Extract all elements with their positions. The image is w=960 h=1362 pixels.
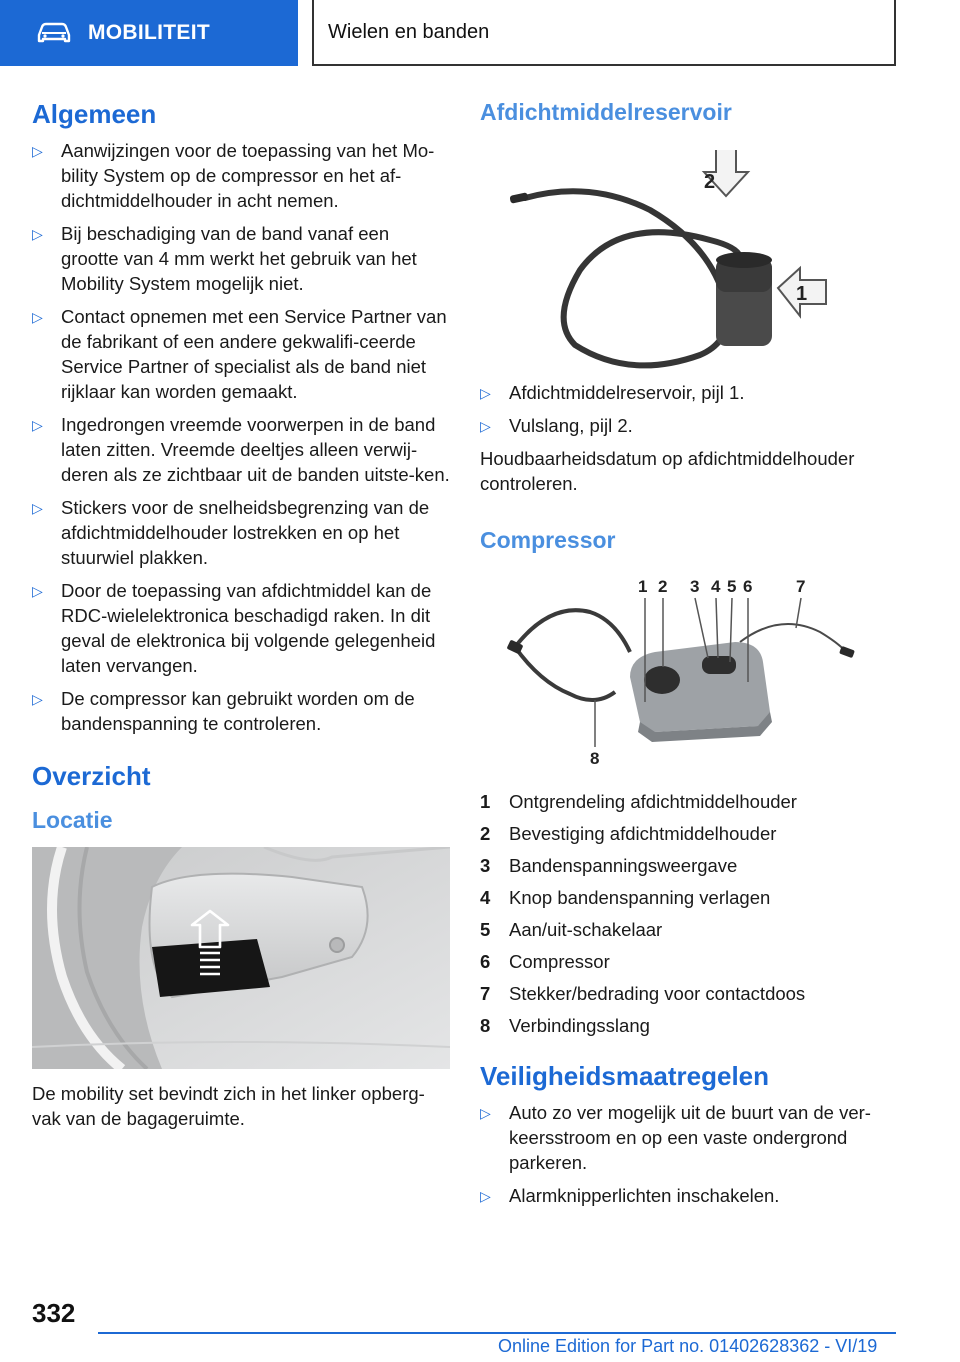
list-item: ▷ Auto zo ver mogelijk uit de buurt van de ver-keersstroom en op een vaste ondergrond parkeren. [480,1101,871,1173]
callout-7: 7 [796,576,806,596]
callout-6: 6 [743,576,753,596]
chapter-title: Wielen en banden [328,20,490,43]
car-icon [36,22,72,44]
callout-2: 2 [658,576,668,596]
triangle-bullet-icon: ▷ [32,582,43,599]
list-item: 5 Aan/uit-schakelaar [480,918,663,940]
list-item: ▷ Bij beschadiging van de band vanaf een grootte van 4 mm werkt het gebruik van het Mobility System mogelijk niet. [32,222,417,294]
reservoir-note: Houdbaarheidsdatum op afdichtmiddelhouder controleren. [480,447,855,494]
location-text: De mobility set bevindt zich in het linker opberg-vak van de bagageruimte. [32,1083,425,1130]
heading-reservoir: Afdichtmiddelreservoir [480,99,732,125]
arrow-label-2: 2 [704,170,716,193]
callout-1: 1 [638,576,648,596]
heading-general: Algemeen [32,99,157,129]
sealant-reservoir-figure [480,150,898,370]
triangle-bullet-icon: ▷ [32,308,43,325]
edition-text: Online Edition for Part no. 01402628362 - VI/19 [498,1336,878,1356]
chapter-header [312,0,896,66]
triangle-bullet-icon: ▷ [32,225,43,242]
list-item: 8 Verbindingsslang [480,1014,650,1036]
list-item: ▷ De compressor kan gebruikt worden om de bandenspanning te controleren. [32,687,415,734]
list-item: ▷ Door de toepassing van afdichtmiddel kan de RDC-wielelektronica beschadigd raken. In dit geval de elektronica bij volgende gelegenheid laten vervangen. [32,579,436,676]
list-item: 7 Stekker/bedrading voor contactdoos [480,982,806,1004]
trunk-location-photo [32,847,450,1069]
heading-location: Locatie [32,806,113,833]
list-item: ▷ Contact opnemen met een Service Partner van de fabrikant of een andere gekwalifi-ceerde Service Partner of specialist als de band niet rijklaar kan worden gemaakt. [32,305,447,402]
list-item: 2 Bevestiging afdichtmiddelhouder [480,822,777,844]
list-item: 3 Bandenspanningsweergave [480,854,738,876]
heading-compressor: Compressor [480,526,616,553]
heading-overview: Overzicht [32,760,151,791]
list-item: ▷ Ingedrongen vreemde voorwerpen in de band laten zitten. Vreemde deeltjes alleen verwij-deren als ze zichtbaar uit de banden uitste-ken. [32,413,450,485]
list-item: 1 Ontgrendeling afdichtmiddelhouder [480,790,797,812]
triangle-bullet-icon: ▷ [32,690,43,707]
arrow-label-1: 1 [796,282,808,305]
triangle-bullet-icon: ▷ [480,417,491,434]
footer-divider [98,1332,896,1334]
triangle-bullet-icon: ▷ [480,1104,491,1121]
left-column [32,98,450,1131]
section-label: MOBILITEIT [88,21,210,44]
general-list [32,138,450,736]
heading-safety: Veiligheidsmaatregelen [480,1060,770,1091]
list-item: ▷ Afdichtmiddelreservoir, pijl 1. [480,380,898,405]
list-item: 4 Knop bandenspanning verlagen [480,886,771,908]
list-item: 6 Compressor [480,950,610,972]
triangle-bullet-icon: ▷ [480,384,491,401]
list-item: ▷ Stickers voor de snelheidsbegrenzing van de afdichtmiddelhouder lostrekken en op het stuurwiel plakken. [32,496,430,568]
triangle-bullet-icon: ▷ [480,1187,491,1204]
safety-list [480,1100,898,1208]
triangle-bullet-icon: ▷ [32,499,43,516]
callout-8: 8 [590,748,600,768]
compressor-parts-list [480,786,898,1042]
section-tab[interactable] [0,0,298,66]
callout-4: 4 [711,576,721,596]
reservoir-list [480,380,898,438]
list-item: ▷ Alarmknipperlichten inschakelen. [480,1183,898,1208]
list-item: ▷ Vulslang, pijl 2. [480,413,898,438]
triangle-bullet-icon: ▷ [32,416,43,433]
callout-5: 5 [727,576,737,596]
triangle-bullet-icon: ▷ [32,142,43,159]
page-number: 332 [32,1298,76,1328]
right-column [480,98,898,1208]
callout-3: 3 [690,576,700,596]
list-item: ▷ Aanwijzingen voor de toepassing van het Mo-bility System op de compressor en het af-dichtmiddelhouder in acht nemen. [32,139,435,211]
compressor-figure [480,572,898,772]
